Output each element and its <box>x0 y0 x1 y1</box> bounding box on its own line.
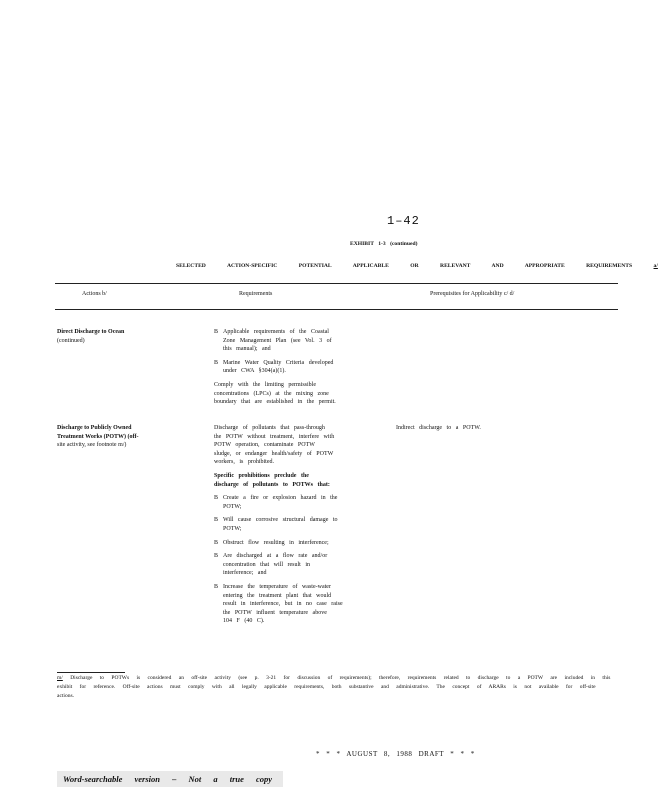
list-item <box>214 328 374 354</box>
action-line: Treatment Works (POTW) (off- <box>57 433 139 440</box>
bullet-mark: B <box>214 539 219 546</box>
requirement-line: Create a fire or explosion hazard in the <box>223 495 338 502</box>
row-action-potw <box>57 424 207 450</box>
list-item <box>214 552 374 578</box>
title-word: REQUIREMENTS <box>586 263 633 269</box>
requirement-line: concentration that will result in <box>223 561 310 568</box>
watermark-banner: Word-searchable version – Not a true copy <box>57 771 283 787</box>
bullet-mark: B <box>214 583 219 590</box>
footnote-text: Discharge to POTWs is considered an off-site activity (see p. 3-21 for discussion of requirements); therefore, requirements related to discharge to a POTW are included in this exhibit for reference. Off-site actions must comply with all legally applicable requirements, both substantive and administrative. The concept of ARARs is not available for off-site actions. <box>57 675 611 699</box>
requirement-line: concentrations (LPCs) at the mixing zone <box>214 390 329 397</box>
requirement-line: 104 F (40 C). <box>223 618 265 625</box>
requirement-line: Applicable requirements of the Coastal <box>223 329 329 335</box>
requirement-line: POTW; <box>223 503 242 510</box>
requirement-line: sludge, or endanger health/safety of POTW <box>214 450 334 457</box>
list-item <box>214 494 374 511</box>
list-item <box>214 359 374 376</box>
row-requirements-ocean <box>214 328 374 412</box>
title-word: ACTION-SPECIFIC <box>226 263 278 269</box>
title-word: POTENTIAL <box>298 263 332 269</box>
column-header-actions: Actions b/ <box>82 291 107 297</box>
row-requirements-potw <box>214 424 374 631</box>
title-word: SELECTED <box>176 263 206 269</box>
requirement-line: Zone Management Plan (see Vol. 3 of <box>223 337 332 344</box>
title-word: OR <box>410 263 419 269</box>
requirement-line: Are discharged at a flow rate and/or <box>223 553 328 560</box>
requirement-line: the POTW influent temperature above <box>223 609 327 616</box>
requirement-line: Will cause corrosive structural damage to <box>223 517 338 524</box>
column-header-prerequisites: Prerequisites for Applicability c/ d/ <box>430 291 515 297</box>
title-word: RELEVANT <box>440 263 471 269</box>
requirement-line: this manual); and <box>223 346 271 353</box>
action-line: (continued) <box>57 337 85 344</box>
title-word: APPROPRIATE <box>524 263 565 269</box>
page-number: 1–42 <box>387 214 420 228</box>
requirement-line: the POTW without treatment, interfere with <box>214 433 335 440</box>
page-title <box>176 263 658 269</box>
column-header-rule <box>55 309 618 310</box>
list-item <box>214 539 374 548</box>
action-line: site activity, see footnote m/) <box>57 442 127 449</box>
title-word: APPLICABLE <box>352 263 389 269</box>
bullet-mark: B <box>214 495 219 502</box>
header-rule <box>55 283 618 284</box>
requirement-line: result in interference, but in no case raise <box>223 601 343 608</box>
footnote <box>57 674 618 701</box>
requirement-line: Obstruct flow resulting in interference; <box>223 539 329 546</box>
requirement-line: workers, is prohibited. <box>214 459 274 466</box>
requirement-line: Specific prohibitions preclude the <box>214 472 309 479</box>
column-header-requirements: Requirements <box>239 291 273 297</box>
requirement-line: Marine Water Quality Criteria developed <box>223 359 334 366</box>
title-footnote-ref: a/ <box>653 263 658 269</box>
footnote-marker: m/ <box>57 675 63 681</box>
bullet-mark: B <box>214 517 219 524</box>
requirement-line: interference; and <box>223 570 267 577</box>
list-item <box>214 381 374 407</box>
action-line: Direct Discharge to Ocean <box>57 329 125 335</box>
bullet-mark: B <box>214 553 219 560</box>
requirement-line: Discharge of pollutants that pass-through <box>214 425 325 431</box>
requirement-line: boundary that are established in the permit. <box>214 399 336 406</box>
requirement-line: Increase the temperature of waste-water <box>223 583 331 590</box>
requirement-intro <box>214 424 374 467</box>
requirement-line: POTW; <box>223 525 242 532</box>
requirement-line: under CWA §304(a)(1). <box>223 368 286 375</box>
title-word: AND <box>491 263 504 269</box>
requirement-line: entering the treatment plant that would <box>223 592 332 599</box>
requirement-line: Comply with the limiting permissible <box>214 381 316 388</box>
row-prerequisites-potw: Indirect discharge to a POTW. <box>396 425 481 431</box>
bullet-mark: B <box>214 329 219 335</box>
requirement-line: POTW operation, contaminate POTW <box>214 442 315 449</box>
bullet-mark: B <box>214 359 219 366</box>
requirement-heading <box>214 472 374 489</box>
exhibit-label: EXHIBIT 1-3 (continued) <box>350 241 418 247</box>
requirement-line: discharge of pollutants to POTWs that: <box>214 481 330 488</box>
list-item <box>214 516 374 533</box>
action-line: Discharge to Publicly Owned <box>57 425 132 431</box>
footnote-rule <box>57 672 125 673</box>
row-action-ocean <box>57 328 197 345</box>
list-item <box>214 583 374 626</box>
draft-date-line: * * * AUGUST 8, 1988 DRAFT * * * <box>316 750 475 758</box>
